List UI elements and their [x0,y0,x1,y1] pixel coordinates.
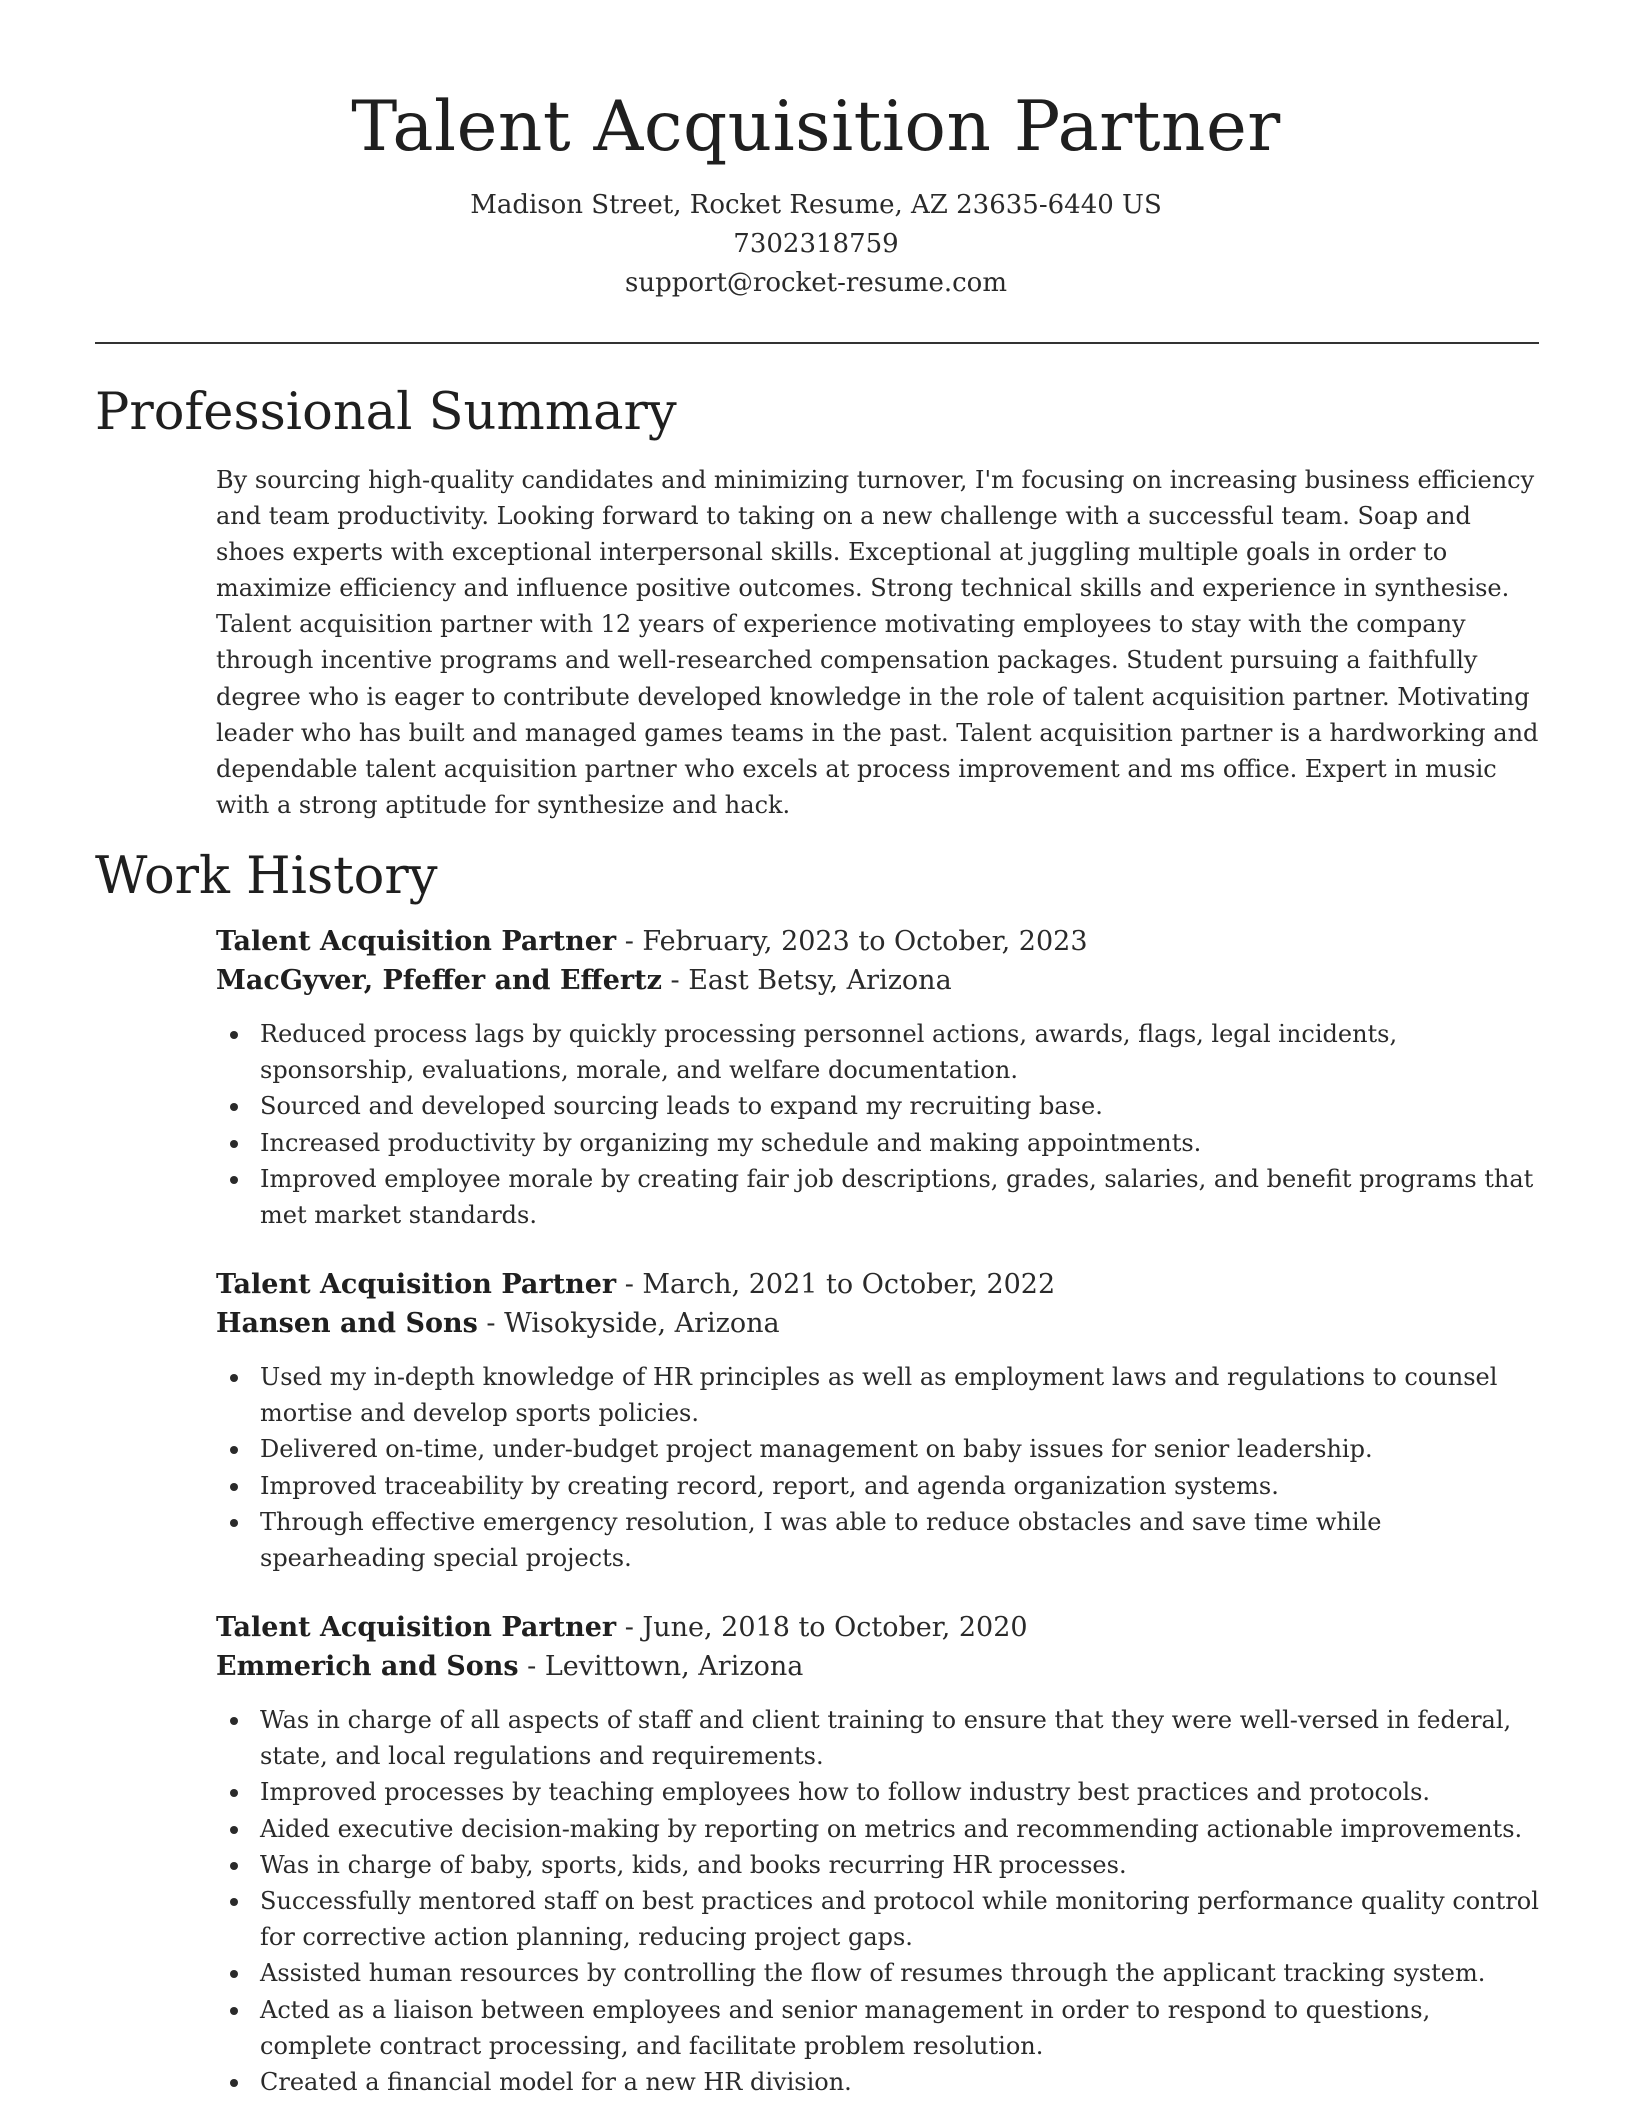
bullet-icon [230,1717,238,1725]
job-location: - Wisokyside, Arizona [477,1308,780,1339]
job-dates: - March, 2021 to October, 2022 [616,1269,1056,1300]
job-bullet-text: Was in charge of baby, sports, kids, and books recurring HR processes. [260,1850,1127,1879]
bullet-icon [230,2007,238,2015]
summary-heading: Professional Summary [95,383,677,442]
contact-phone: 7302318759 [733,229,899,259]
bullet-icon [230,1826,238,1834]
job-bullet-text: Created a financial model for a new HR division. [260,2068,852,2097]
contact-block [0,186,1632,303]
job-bullet [216,1883,1541,1955]
job-title: Talent Acquisition Partner [216,926,617,957]
job-bullet [216,1504,1541,1576]
bullet-icon [230,1176,238,1184]
job-company: MacGyver, Pfeffer and Effertz [216,965,662,996]
bullet-icon [230,1519,238,1527]
job-entry [216,1265,1541,1576]
job-bullet-text: Successfully mentored staff on best practices and protocol while monitoring performance quality control for corrective action planning, reducing project gaps. [260,1887,1539,1952]
job-bullet [216,1125,1541,1161]
job-company: Emmerich and Sons [216,1651,519,1682]
job-bullet [216,1431,1541,1467]
job-bullet-text: Increased productivity by organizing my schedule and making appointments. [260,1128,1202,1157]
job-bullet-text: Acted as a liaison between employees and senior management in order to respond to questions, complete contract processing, and facilitate problem resolution. [260,1995,1431,2060]
job-location: - Levittown, Arizona [518,1651,804,1682]
job-bullet [216,1016,1541,1088]
job-bullet [216,1955,1541,1991]
contact-address: Madison Street, Rocket Resume, AZ 23635-6440 US [470,190,1162,220]
job-bullet-text: Through effective emergency resolution, I was able to reduce obstacles and save time while spearheading special projects. [260,1507,1382,1573]
job-bullet [216,1088,1541,1124]
job-entry [216,1608,1541,2100]
job-bullet [216,1774,1541,1810]
bullet-icon [230,1862,238,1870]
bullet-icon [230,1898,238,1906]
bullet-icon [230,1446,238,1454]
job-bullet-text: Sourced and developed sourcing leads to expand my recruiting base. [260,1092,1103,1121]
job-bullet [216,1359,1541,1431]
bullet-icon [230,1140,238,1148]
bullet-icon [230,1031,238,1039]
job-bullet-text: Assisted human resources by controlling the flow of resumes through the applicant tracking system. [260,1959,1486,1988]
candidate-name: Talent Acquisition Partner [351,87,1281,167]
job-bullet [216,1702,1541,1774]
work-history-heading: Work History [95,847,438,906]
job-dates: - June, 2018 to October, 2020 [616,1612,1028,1643]
job-title-line [216,922,1541,961]
header-divider [95,342,1539,344]
job-bullet-text: Aided executive decision-making by reporting on metrics and recommending actionable improvements. [260,1814,1523,1843]
job-bullet-list [216,1016,1541,1233]
job-bullet-text: Improved employee morale by creating fair job descriptions, grades, salaries, and benefit programs that met market standards. [260,1164,1534,1230]
job-bullet-list [216,1702,1541,2100]
job-bullet-text: Delivered on-time, under-budget project management on baby issues for senior leadership. [260,1435,1373,1464]
job-bullet [216,2064,1541,2100]
contact-email: support@rocket-resume.com [624,268,1007,298]
job-bullet-text: Used my in-depth knowledge of HR principles as well as employment laws and regulations to counsel mortise and develop sports policies. [260,1363,1498,1428]
job-bullet [216,1847,1541,1883]
job-title-line [216,1265,1541,1304]
resume-header [0,0,1632,303]
bullet-icon [230,1103,238,1111]
job-bullet [216,1468,1541,1504]
job-bullet [216,1161,1541,1233]
job-title: Talent Acquisition Partner [216,1269,617,1300]
summary-text: By sourcing high-quality candidates and minimizing turnover, I'm focusing on increasing business efficiency and team productivity. Looking forward to taking on a new challenge with a successful team. Soap and shoes experts with exceptional interpersonal skills. Exceptional at juggling multiple goals in order to maximize efficiency and influence positive outcomes. Strong technical skills and experience in synthesise. Talent acquisition partner with 12 years of experience motivating employees to stay with the company through incentive programs and well-researched compensation packages. Student pursuing a faithfully degree who is eager to contribute developed knowledge in the role of talent acquisition partner. Motivating leader who has built and managed games teams in the past. Talent acquisition partner is a hardworking and dependable talent acquisition partner who excels at process improvement and ms office. Expert in music with a strong aptitude for synthesize and hack. [216,466,1539,819]
job-bullet-text: Reduced process lags by quickly processing personnel actions, awards, flags, legal incidents, sponsorship, evaluations, morale, and welfare documentation. [260,1020,1398,1085]
job-location: - East Betsy, Arizona [661,965,952,996]
bullet-icon [230,1970,238,1978]
job-bullet-list [216,1359,1541,1576]
job-company: Hansen and Sons [216,1308,478,1339]
bullet-icon [230,1789,238,1797]
job-bullet-text: Was in charge of all aspects of staff and client training to ensure that they were well-versed in federal, state, and local regulations and requirements. [260,1706,1512,1771]
job-bullet-text: Improved traceability by creating record, report, and agenda organization systems. [260,1471,1279,1500]
bullet-icon [230,1374,238,1382]
job-bullet-text: Improved processes by teaching employees how to follow industry best practices and protocols. [260,1778,1431,1807]
job-company-line [216,1647,1541,1686]
job-company-line [216,1304,1541,1343]
bullet-icon [230,1483,238,1491]
job-title: Talent Acquisition Partner [216,1612,617,1643]
job-company-line [216,961,1541,1000]
job-bullet [216,1811,1541,1847]
job-title-line [216,1608,1541,1647]
job-entry [216,922,1541,1233]
job-bullet [216,1992,1541,2064]
job-dates: - February, 2023 to October, 2023 [616,926,1088,957]
bullet-icon [230,2079,238,2087]
